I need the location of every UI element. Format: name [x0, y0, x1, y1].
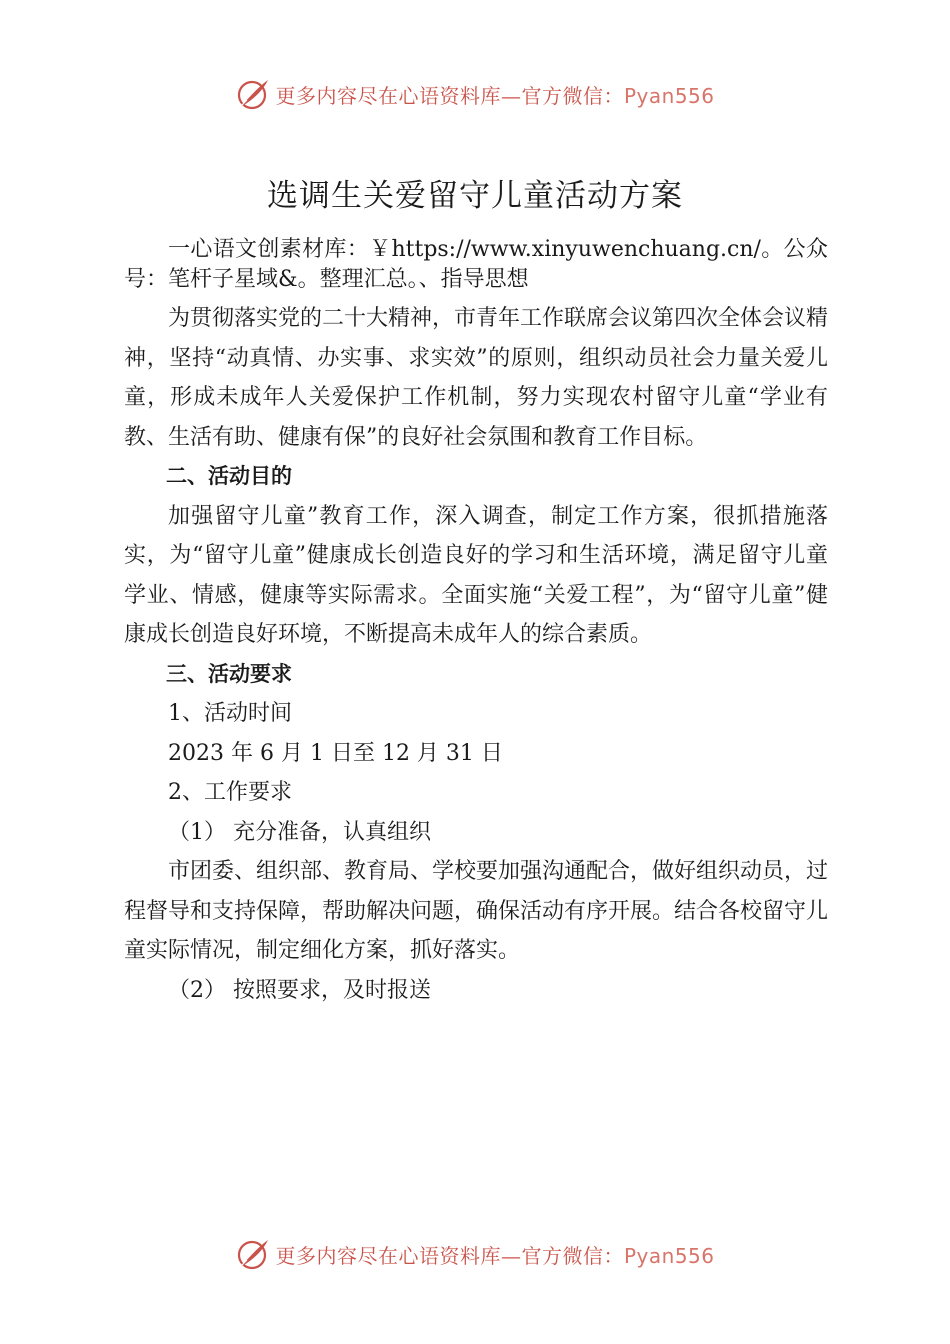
- watermark-wechat-label: 官方微信：: [521, 1243, 624, 1268]
- heading-activity-requirements: 三、活动要求: [166, 661, 292, 686]
- subitem-reporting: （2） 按照要求，及时报送: [168, 977, 431, 1003]
- watermark-wechat-id: Pyan556: [623, 83, 715, 108]
- document-title: 选调生关爱留守儿童活动方案: [267, 178, 683, 214]
- watermark-wechat-id: Pyan556: [623, 1243, 715, 1268]
- feather-pen-logo-icon: [235, 76, 271, 112]
- footer-watermark: [0, 1232, 950, 1276]
- header-watermark: [0, 72, 950, 116]
- source-line: 一心语文创素材库：￥https://www.xinyuwenchuang.cn/。公众号：笔杆子星域&。整理汇总。、指导思想: [124, 237, 828, 292]
- paragraph-preparation: 市团委、组织部、教育局、学校要加强沟通配合，做好组织动员，过程督导和支持保障，帮助解决问题，确保活动有序开展。结合各校留守儿童实际情况，制定细化方案，抓好落实。: [124, 859, 829, 963]
- feather-pen-logo-icon: [235, 1236, 271, 1272]
- watermark-main-text: 更多内容尽在心语资料库: [275, 1243, 501, 1268]
- document-body: [124, 235, 828, 1010]
- watermark-main-text: 更多内容尽在心语资料库: [275, 83, 501, 108]
- activity-date-range: 2023 年 6 月 1 日至 12 月 31 日: [168, 740, 503, 766]
- subitem-preparation: （1） 充分准备，认真组织: [168, 819, 431, 845]
- watermark-dash: —: [500, 1243, 522, 1268]
- paragraph-activity-purpose: 加强留守儿童”教育工作，深入调查，制定工作方案，很抓措施落实，为“留守儿童”健康成长创造良好的学习和生活环境，满足留守儿童学业、情感，健康等实际需求。全面实施“关爱工程”，为“留守儿童”健康成长创造良好环境，不断提高未成年人的综合素质。: [124, 503, 828, 647]
- item-activity-time: 1、活动时间: [168, 701, 292, 726]
- item-work-requirements: 2、工作要求: [168, 780, 292, 805]
- watermark-wechat-label: 官方微信：: [521, 83, 624, 108]
- heading-activity-purpose: 二、活动目的: [166, 464, 292, 488]
- paragraph-guiding-thought: 为贯彻落实党的二十大精神，市青年工作联席会议第四次全体会议精神，坚持“动真情、办实事、求实效”的原则，组织动员社会力量关爱儿童，形成未成年人关爱保护工作机制，努力实现农村留守儿童“学业有教、生活有助、健康有保”的良好社会氛围和教育工作目标。: [124, 306, 829, 450]
- watermark-dash: —: [500, 83, 522, 108]
